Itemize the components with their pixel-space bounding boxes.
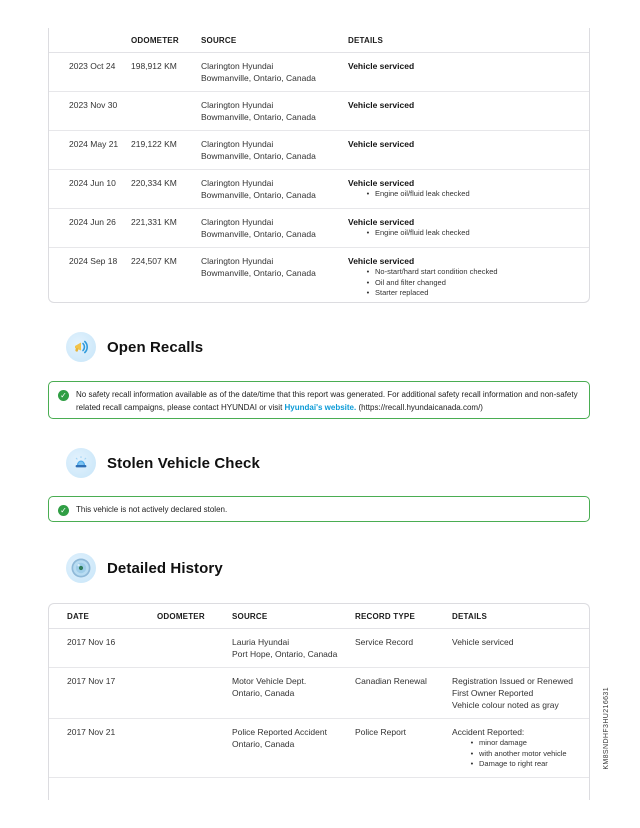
- lens-icon: [66, 553, 96, 583]
- detailed-history-section-header: [66, 553, 223, 583]
- history-table-row: [49, 719, 589, 778]
- source-line: Clarington Hyundai: [201, 61, 274, 71]
- bullet-icon: •: [366, 267, 370, 276]
- row-date: 2024 Sep 18: [69, 256, 118, 266]
- row-source: [201, 99, 348, 123]
- details-line: Registration Issued or Renewed: [452, 676, 573, 686]
- bullet-icon: •: [470, 748, 474, 758]
- open-recalls-alert: [48, 381, 590, 419]
- row-record-type: Canadian Renewal: [355, 676, 427, 686]
- row-details: [348, 60, 581, 84]
- history-table-row: [49, 668, 589, 719]
- details-bullet-item: [361, 267, 575, 278]
- row-source: [201, 138, 348, 162]
- source-line: Bowmanville, Ontario, Canada: [201, 151, 316, 161]
- bullet-text: with another motor vehicle: [479, 748, 567, 758]
- check-circle-icon: ✓: [58, 390, 69, 401]
- bullet-icon: •: [470, 759, 474, 768]
- bullet-icon: •: [366, 277, 370, 287]
- row-source: [201, 60, 348, 84]
- row-source: [201, 216, 348, 240]
- row-source: [232, 675, 355, 711]
- row-details: [348, 255, 581, 299]
- details-bullet-item: [465, 759, 575, 770]
- bullet-text: Starter replaced: [375, 288, 429, 297]
- row-odometer: 224,507 KM: [131, 256, 177, 266]
- stolen-vehicle-alert-text: This vehicle is not actively declared stolen.: [76, 505, 228, 514]
- service-table-row: [49, 209, 589, 248]
- row-details: [452, 726, 581, 770]
- source-line: Clarington Hyundai: [201, 139, 274, 149]
- service-table-row: [49, 92, 589, 131]
- service-table-row: [49, 53, 589, 92]
- recall-text-after-link: (https://recall.hyundaicanada.com/): [356, 402, 483, 412]
- service-table-row: [49, 248, 589, 306]
- bullet-icon: •: [470, 738, 474, 747]
- source-line: Police Reported Accident: [232, 727, 327, 737]
- row-date: 2024 May 21: [69, 139, 119, 149]
- hyundai-website-link[interactable]: Hyundai's website.: [284, 402, 357, 412]
- source-line: Clarington Hyundai: [201, 217, 274, 227]
- stolen-vehicle-alert: [48, 496, 590, 522]
- details-bullet-item: [465, 749, 575, 760]
- row-source: [232, 726, 355, 770]
- bullet-icon: •: [366, 228, 370, 237]
- service-header-source: SOURCE: [201, 35, 237, 45]
- detailed-history-title: Detailed History: [107, 559, 223, 577]
- bullet-icon: •: [366, 189, 370, 198]
- open-recalls-section-header: [66, 332, 203, 362]
- service-table-row: [49, 170, 589, 209]
- row-details: [348, 216, 581, 240]
- row-odometer: 198,912 KM: [131, 61, 177, 71]
- history-header-record-type: RECORD TYPE: [355, 611, 415, 621]
- source-line: Bowmanville, Ontario, Canada: [201, 73, 316, 83]
- row-date: 2024 Jun 10: [69, 178, 116, 188]
- service-table-header-row: [49, 28, 589, 53]
- row-date: 2017 Nov 16: [67, 637, 116, 647]
- source-line: Ontario, Canada: [232, 688, 295, 698]
- details-bullet-item: [361, 228, 575, 239]
- source-line: Motor Vehicle Dept.: [232, 676, 307, 686]
- row-odometer: [157, 675, 232, 711]
- details-title: Vehicle serviced: [348, 100, 415, 110]
- row-odometer: [157, 636, 232, 660]
- details-bullet-item: [465, 738, 575, 749]
- source-line: Lauria Hyundai: [232, 637, 290, 647]
- source-line: Clarington Hyundai: [201, 256, 274, 266]
- source-line: Bowmanville, Ontario, Canada: [201, 268, 316, 278]
- row-source: [201, 177, 348, 201]
- row-details: [348, 99, 581, 123]
- open-recalls-alert-text: [76, 389, 579, 414]
- history-table-body: [49, 629, 589, 800]
- details-line: Vehicle colour noted as gray: [452, 700, 559, 710]
- history-table-row: [49, 629, 589, 668]
- row-details: [348, 177, 581, 201]
- vin-watermark: KM8SNDHF3HU216631: [603, 687, 610, 770]
- source-line: Ontario, Canada: [232, 739, 295, 749]
- bullet-text: Damage to right rear: [479, 759, 548, 768]
- source-line: Bowmanville, Ontario, Canada: [201, 229, 316, 239]
- stolen-vehicle-title: Stolen Vehicle Check: [107, 454, 260, 472]
- source-line: Bowmanville, Ontario, Canada: [201, 190, 316, 200]
- history-header-details: DETAILS: [452, 611, 488, 621]
- details-bullet-item: [361, 278, 575, 289]
- details-title: Vehicle serviced: [348, 61, 415, 71]
- bullet-text: Engine oil/fluid leak checked: [375, 228, 470, 237]
- bullet-icon: •: [366, 288, 370, 297]
- siren-icon: [66, 448, 96, 478]
- source-line: Port Hope, Ontario, Canada: [232, 649, 338, 659]
- service-table-body: [49, 53, 589, 306]
- detailed-history-table: [48, 603, 590, 800]
- row-odometer: 219,122 KM: [131, 139, 177, 149]
- row-date: 2017 Nov 21: [67, 727, 116, 737]
- row-record-type: Service Record: [355, 637, 414, 647]
- source-line: Clarington Hyundai: [201, 178, 274, 188]
- history-header-odometer: ODOMETER: [157, 611, 205, 621]
- row-odometer: 220,334 KM: [131, 178, 177, 188]
- history-table-row-continued: [49, 778, 589, 801]
- row-source: [232, 636, 355, 660]
- bullet-text: Engine oil/fluid leak checked: [375, 189, 470, 198]
- megaphone-icon: [66, 332, 96, 362]
- row-date: 2024 Jun 26: [69, 217, 116, 227]
- source-line: Bowmanville, Ontario, Canada: [201, 112, 316, 122]
- service-header-details: DETAILS: [348, 35, 384, 45]
- row-record-type: Police Report: [355, 727, 407, 737]
- bullet-text: Oil and filter changed: [375, 277, 446, 287]
- open-recalls-title: Open Recalls: [107, 338, 204, 356]
- row-details: [452, 675, 581, 711]
- history-header-date: DATE: [67, 611, 89, 621]
- row-source: [201, 255, 348, 299]
- details-line: Accident Reported:: [452, 727, 525, 737]
- details-title: Vehicle serviced: [348, 256, 415, 266]
- details-bullet-item: [361, 189, 575, 200]
- recall-text-before-link: No safety recall information available as of the date/time that this report was generated. For additional safety recall information and non-safety related recall campaigns, please contact HYUNDAI or visit: [76, 390, 578, 412]
- details-title: Vehicle serviced: [348, 217, 415, 227]
- bullet-text: minor damage: [479, 738, 527, 747]
- row-date: 2017 Nov 17: [67, 676, 116, 686]
- service-table-row: [49, 131, 589, 170]
- bullet-text: No-start/hard start condition checked: [375, 267, 498, 276]
- source-line: Clarington Hyundai: [201, 100, 274, 110]
- details-bullet-item: [361, 288, 575, 299]
- check-circle-icon: ✓: [58, 505, 69, 516]
- row-odometer: [131, 99, 201, 123]
- row-date: 2023 Nov 30: [69, 100, 118, 110]
- details-line: Vehicle serviced: [452, 637, 514, 647]
- details-title: Vehicle serviced: [348, 178, 415, 188]
- row-details: [348, 138, 581, 162]
- row-details: [452, 636, 581, 660]
- details-title: Vehicle serviced: [348, 139, 415, 149]
- details-line: First Owner Reported: [452, 688, 534, 698]
- service-records-table: [48, 28, 590, 303]
- row-odometer: 221,331 KM: [131, 217, 177, 227]
- history-header-source: SOURCE: [232, 611, 268, 621]
- service-header-odometer: ODOMETER: [131, 35, 179, 45]
- stolen-vehicle-section-header: [66, 448, 260, 478]
- history-table-header-row: [49, 604, 589, 629]
- row-date: 2023 Oct 24: [69, 61, 116, 71]
- row-odometer: [157, 726, 232, 770]
